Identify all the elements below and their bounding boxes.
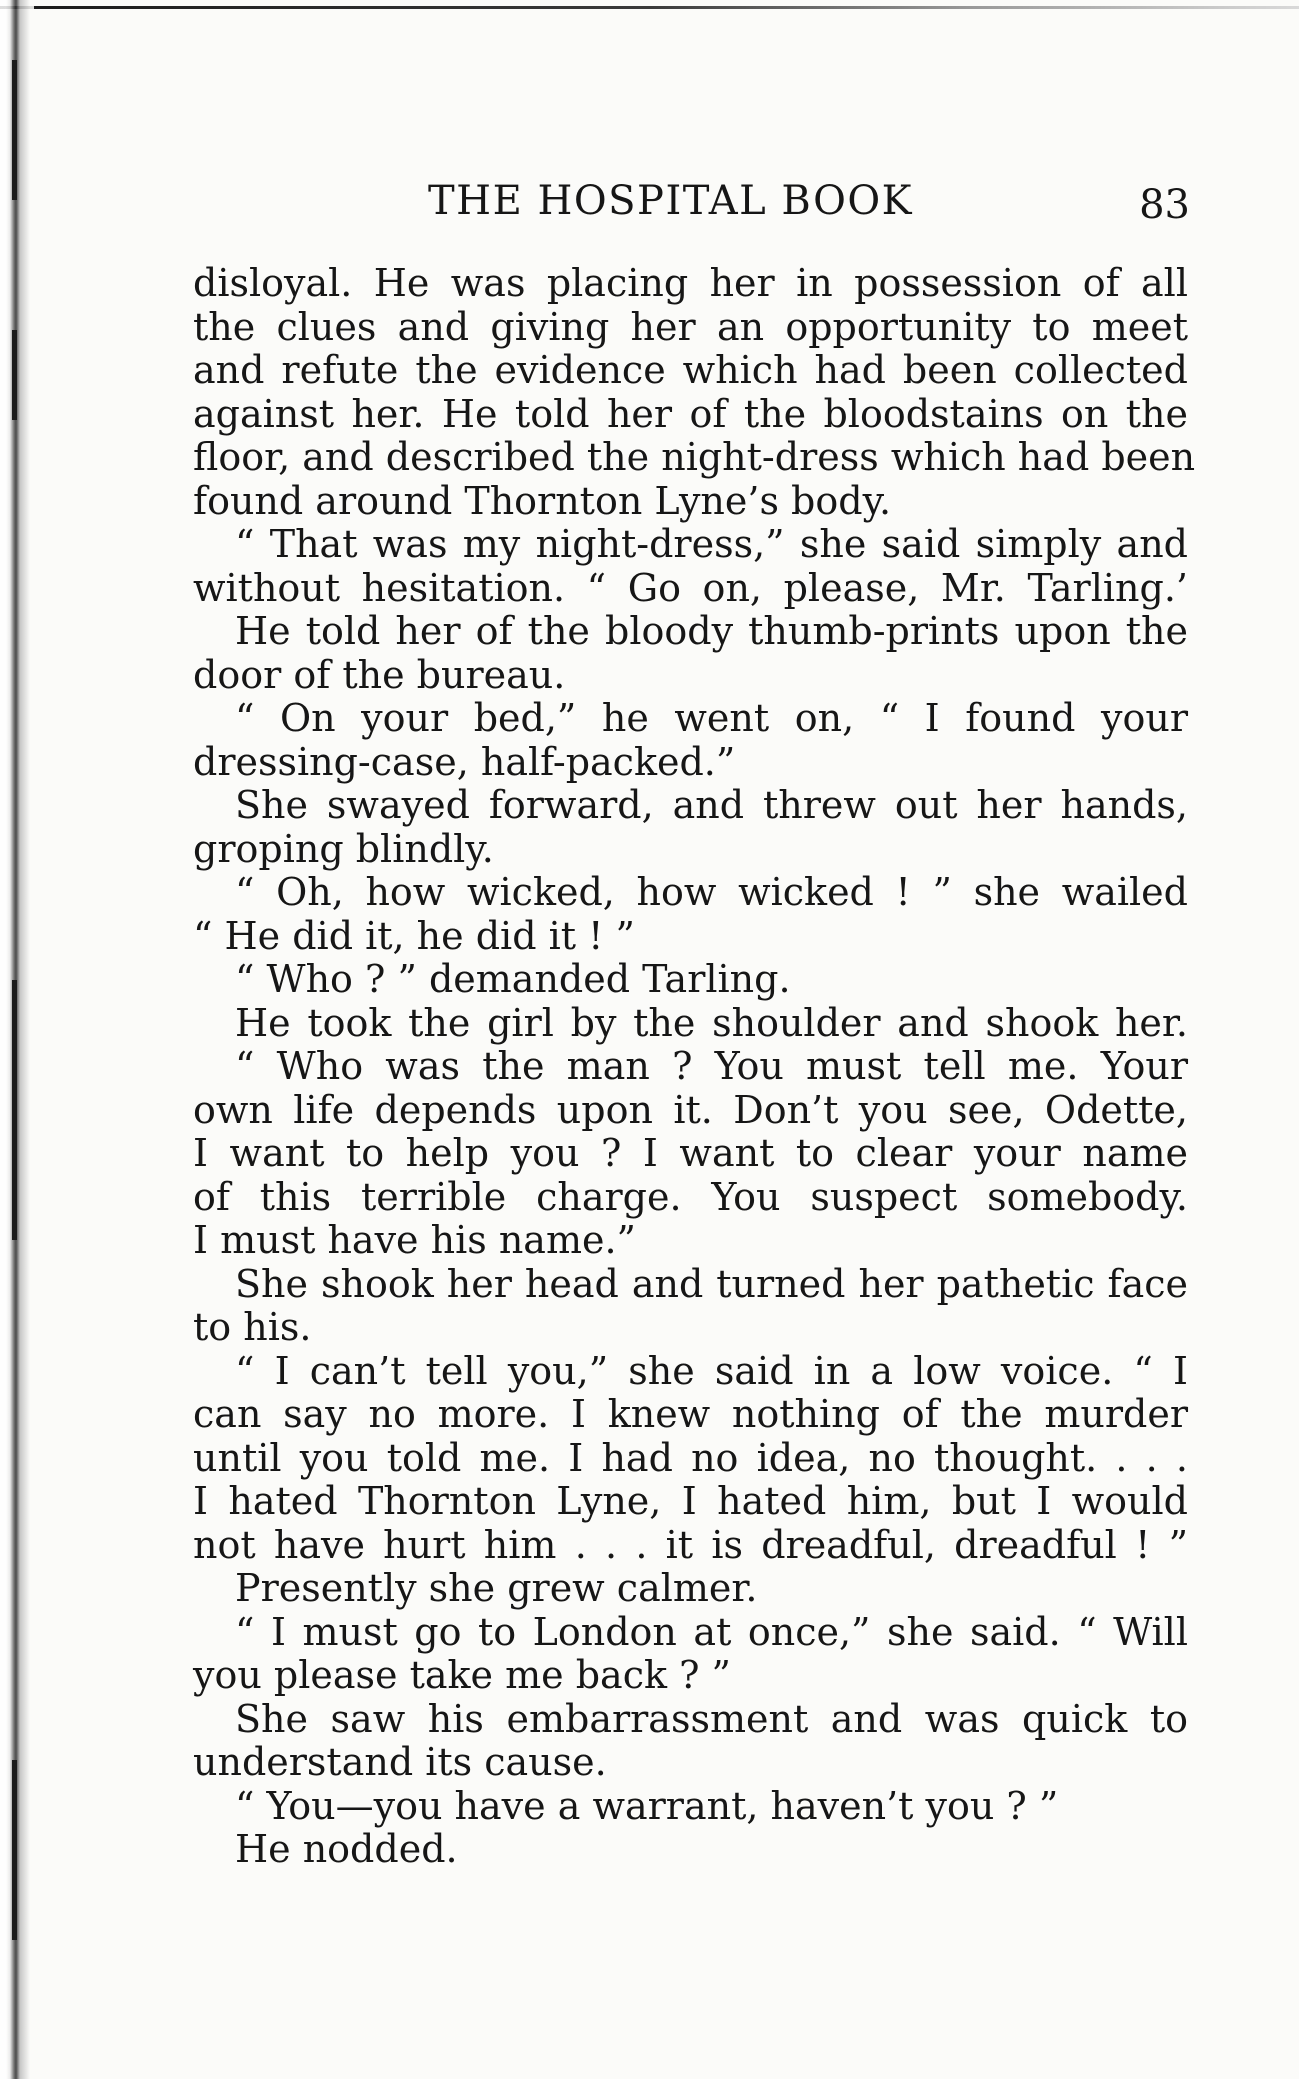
- text-line: you please take me back ? ”: [193, 1653, 731, 1697]
- text-line: She shook her head and turned her pathetic face: [235, 1261, 1188, 1306]
- text-line: to his.: [193, 1305, 312, 1349]
- text-line: disloyal. He was placing her in possession of all: [193, 261, 1188, 305]
- text-line: She saw his embarrassment and was quick to: [235, 1696, 1188, 1741]
- text-line: the clues and giving her an opportunity to meet: [193, 304, 1188, 349]
- page-number: 83: [1139, 182, 1190, 228]
- page-header: [190, 175, 1200, 227]
- text-line: dressing-case, half-packed.”: [193, 739, 736, 784]
- text-line: Presently she grew calmer.: [235, 1566, 758, 1610]
- text-line: “ I can’t tell you,” she said in a low voice. “ I: [235, 1348, 1188, 1393]
- text-line: He told her of the bloody thumb-prints upon the: [235, 609, 1188, 653]
- body-text: [193, 261, 1196, 1872]
- text-line: I want to help you ? I want to clear your name: [193, 1131, 1188, 1175]
- text-line: of this terrible charge. You suspect somebody.: [193, 1174, 1188, 1219]
- text-line: “ Who ? ” demanded Tarling.: [235, 957, 791, 1001]
- text-line: own life depends upon it. Don’t you see, Odette,: [193, 1087, 1188, 1132]
- binding-edge: [0, 0, 34, 2079]
- text-line: door of the bureau.: [193, 652, 566, 697]
- text-line: can say no more. I knew nothing of the murder: [193, 1392, 1188, 1436]
- text-line: “ On your bed,” he went on, “ I found your: [235, 696, 1188, 740]
- text-line: until you told me. I had no idea, no thought. . . .: [193, 1435, 1188, 1480]
- text-line: groping blindly.: [193, 826, 494, 871]
- binding-mark: [12, 1760, 17, 1940]
- text-line: found around Thornton Lyne’s body.: [193, 478, 892, 523]
- binding-mark: [12, 980, 17, 1240]
- text-line: not have hurt him . . . it is dreadful, dreadful ! ”: [193, 1522, 1188, 1567]
- running-head: THE HOSPITAL BOOK: [428, 178, 914, 224]
- text-line: “ Who was the man ? You must tell me. Your: [235, 1044, 1188, 1088]
- text-line: “ I must go to London at once,” she said. “ Will: [235, 1609, 1188, 1654]
- text-line: against her. He told her of the bloodstains on the: [193, 391, 1188, 436]
- text-line: “ That was my night-dress,” she said simply and: [235, 522, 1188, 566]
- binding-mark: [12, 330, 17, 420]
- text-line: and refute the evidence which had been collected: [193, 348, 1188, 392]
- binding-mark: [12, 60, 17, 200]
- text-line: floor, and described the night-dress which had been: [193, 435, 1196, 479]
- text-line: I hated Thornton Lyne, I hated him, but I would: [193, 1479, 1188, 1523]
- text-line: “ He did it, he did it ! ”: [193, 913, 635, 958]
- text-line: understand its cause.: [193, 1740, 607, 1784]
- text-line: She swayed forward, and threw out her hands,: [235, 783, 1188, 827]
- text-line: without hesitation. “ Go on, please, Mr. Tarling.’: [193, 565, 1188, 610]
- text-line: “ You—you have a warrant, haven’t you ? ”: [235, 1783, 1059, 1828]
- text-line: I must have his name.”: [193, 1218, 636, 1262]
- text-line: He nodded.: [235, 1827, 458, 1871]
- top-rule: [0, 6, 1299, 9]
- text-line: “ Oh, how wicked, how wicked ! ” she wailed: [235, 870, 1188, 914]
- text-line: He took the girl by the shoulder and shook her.: [235, 1000, 1188, 1045]
